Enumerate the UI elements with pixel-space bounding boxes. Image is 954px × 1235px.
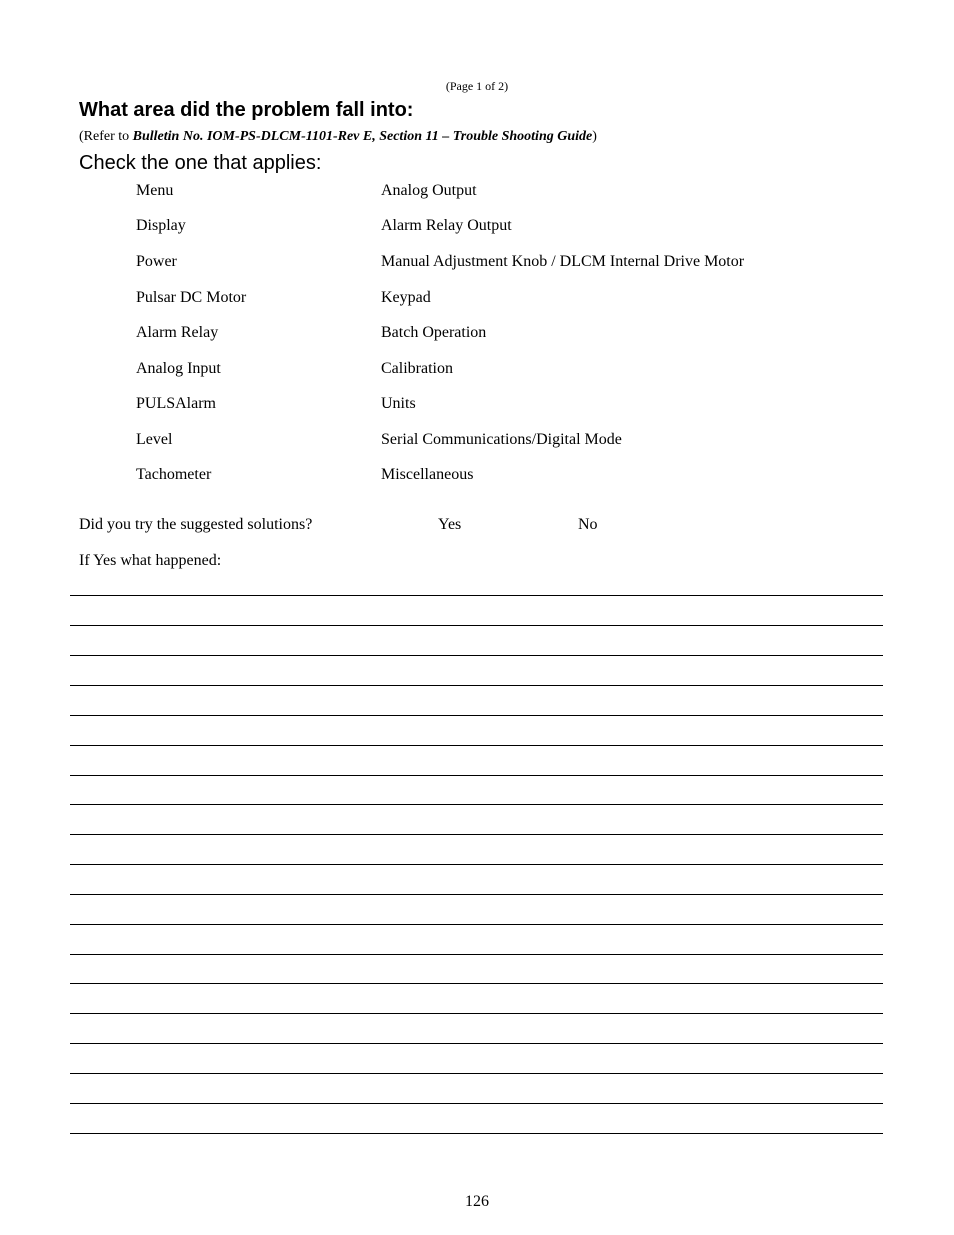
- page-number: 126: [465, 1193, 489, 1210]
- option-pulsalarm[interactable]: PULSAlarm: [136, 395, 216, 412]
- option-level[interactable]: Level: [136, 431, 173, 448]
- solutions-question: Did you try the suggested solutions?: [79, 516, 313, 533]
- page-counter: (Page 1 of 2): [445, 79, 509, 93]
- option-batch-operation[interactable]: Batch Operation: [381, 324, 487, 341]
- writing-line[interactable]: [70, 1103, 883, 1104]
- option-manual-adjustment-knob[interactable]: Manual Adjustment Knob / DLCM Internal Drive Motor: [381, 253, 745, 270]
- option-analog-input[interactable]: Analog Input: [136, 360, 221, 377]
- writing-line[interactable]: [70, 595, 883, 596]
- if-yes-label: If Yes what happened:: [79, 552, 222, 569]
- option-serial-communications[interactable]: Serial Communications/Digital Mode: [381, 431, 622, 448]
- writing-line[interactable]: [70, 834, 883, 835]
- writing-line[interactable]: [70, 1043, 883, 1044]
- writing-line[interactable]: [70, 983, 883, 984]
- answer-no[interactable]: No: [578, 516, 598, 533]
- writing-line[interactable]: [70, 864, 883, 865]
- option-alarm-relay[interactable]: Alarm Relay: [136, 324, 219, 341]
- option-keypad[interactable]: Keypad: [381, 289, 431, 306]
- writing-line[interactable]: [70, 1013, 883, 1014]
- option-menu[interactable]: Menu: [136, 182, 174, 199]
- writing-line[interactable]: [70, 1073, 883, 1074]
- writing-line[interactable]: [70, 655, 883, 656]
- option-miscellaneous[interactable]: Miscellaneous: [381, 466, 474, 483]
- writing-line[interactable]: [70, 804, 883, 805]
- writing-line[interactable]: [70, 775, 883, 776]
- writing-line[interactable]: [70, 894, 883, 895]
- option-tachometer[interactable]: Tachometer: [136, 466, 212, 483]
- bulletin-reference: Bulletin No. IOM-PS-DLCM-1101-Rev E, Section 11 – Trouble Shooting Guide: [132, 129, 593, 144]
- writing-line[interactable]: [70, 745, 883, 746]
- writing-line[interactable]: [70, 924, 883, 925]
- option-units[interactable]: Units: [381, 395, 416, 412]
- option-display[interactable]: Display: [136, 217, 186, 234]
- option-alarm-relay-output[interactable]: Alarm Relay Output: [381, 217, 512, 234]
- writing-line[interactable]: [70, 625, 883, 626]
- option-power[interactable]: Power: [136, 253, 177, 270]
- writing-line[interactable]: [70, 1133, 883, 1134]
- option-pulsar-dc-motor[interactable]: Pulsar DC Motor: [136, 289, 247, 306]
- option-calibration[interactable]: Calibration: [381, 360, 453, 377]
- writing-line[interactable]: [70, 685, 883, 686]
- reference-suffix: ): [592, 129, 597, 144]
- option-analog-output[interactable]: Analog Output: [381, 182, 477, 199]
- section-heading: What area did the problem fall into:: [79, 99, 414, 121]
- answer-yes[interactable]: Yes: [438, 516, 462, 533]
- writing-line[interactable]: [70, 954, 883, 955]
- reference-note: [79, 129, 597, 145]
- check-instruction: Check the one that applies:: [79, 152, 322, 174]
- writing-line[interactable]: [70, 715, 883, 716]
- reference-prefix: (Refer to: [79, 129, 133, 144]
